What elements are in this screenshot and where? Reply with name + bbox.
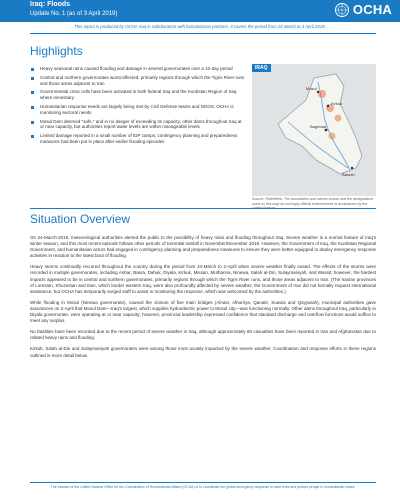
highlight-item: Humanitarian response needs are largely being met by Civil Defense teams and NGOS; OCHA is monitoring sectoral needs bbox=[30, 104, 245, 116]
place-label: Kirkuk bbox=[331, 101, 343, 106]
un-emblem-icon bbox=[334, 2, 350, 18]
city-marker bbox=[317, 91, 319, 93]
place-label: Baghdad bbox=[310, 124, 327, 129]
highlights-list bbox=[30, 66, 245, 148]
ocha-logo bbox=[334, 2, 392, 18]
highlights-title: Highlights bbox=[30, 44, 83, 58]
report-update: Update No. 1 (as of 3 April 2019) bbox=[30, 11, 118, 17]
city-marker bbox=[325, 129, 328, 132]
highlight-item: Mosul Dam deemed "safe," and in no danger of exceeding its capacity; other dams throughout Iraq at or near capacity, but authorities report water levels are within manageable levels bbox=[30, 119, 245, 131]
highlight-item: Limited damage reported in a small number of IDP camps; contingency planning and preparedness measures had been put in place after earlier flooding episodes bbox=[30, 133, 245, 145]
report-header bbox=[0, 0, 400, 22]
situation-paragraph: On 24-March-2019, meteorological authorities alerted the public to the possibility of heavy rains and flooding throughout Iraq. Severe weather is a normal feature of Iraq's winter season, and this most recent episode follows other periods of torrential rainfall in November/December 2018. However, the Government of Iraq, the Kurdistan Regional Government, and humanitarian actors had engaged in contingency planning and preparedness measures to ensure they were better equipped to deploy emergency response activities in reaction to the latest bout of flooding. bbox=[30, 235, 376, 259]
city-marker bbox=[327, 105, 329, 107]
map-disclaimer: Source: ReliefWeb. The boundaries and names shown and the designations used on this map do not imply official endorsement or acceptance by the bbox=[252, 197, 374, 206]
place-label: Basrah bbox=[342, 172, 355, 177]
ocha-logo-text: OCHA bbox=[352, 2, 392, 17]
report-intro: This report is produced by OCHA Iraq in collaboration with humanitarian partners. It covers the period from 24 March to 3 April 2019. bbox=[74, 24, 326, 29]
situation-paragraph: No fatalities have been recorded due to the recent period of severe weather in Iraq, although approximately 80 casualties have been reported in Iran and Afghanistan due to related heavy rains and flooding. bbox=[30, 329, 376, 341]
report-footer: The mission of the United Nations Office for the Coordination of Humanitarian Affairs (OCHA) is to coordinate the global emergency response to save lives and protect people in humanitarian crises. bbox=[50, 485, 356, 489]
iraq-map bbox=[252, 64, 376, 196]
city-marker bbox=[351, 167, 353, 169]
highlight-item: Heavy seasonal rains caused flooding and damage in several governorates over a 10-day period bbox=[30, 66, 245, 72]
situation-paragraph: Heavy storms continually recurred throughout the country during the period from 24-March to 2-April when severe weather finally eased. The effects of the storms were recorded in multiple governorates, including Anbar, Basra, Dahuk, Diyala, Kirkuk, Missan, Muthanna, Ninewa, Salah al-Din, Sulaymaniyah, and Wassit; however, the hardest impacts appeared to be in central and northern governorates, primarily regions through which the Tigris River runs, and those areas adjacent to Iran. (The Iranian provinces of Lorestan, Khuzestan and Ilam, which border western Iraq, were also profoundly affected by severe weather; the Government of Iran did not formally request international assistance, but OCHA has temporarily surged staff to assist in monitoring the response, which was welcomed by the authorities.) bbox=[30, 264, 376, 294]
highlight-item: Governmental crisis cells have been activated in both federal Iraq and the Kurdistan Region of Iraq where necessary bbox=[30, 89, 245, 101]
situation-body bbox=[30, 235, 376, 364]
highlight-item: Central and northern governorates worst-affected; primarily regions through which the Tigris River runs and those areas adjacent to Iran bbox=[30, 75, 245, 87]
footer-divider bbox=[30, 482, 376, 483]
map-caption: IRAQ bbox=[252, 64, 271, 72]
report-title: Iraq: Floods bbox=[30, 1, 71, 8]
situation-paragraph: Kirkuk, Salah al-Din and Sulaymaniyah governorates were among those most acutely impacted by the severe weather. Coordination and response efforts in these regions outlined in more detail below. bbox=[30, 346, 376, 358]
place-label: Mosul bbox=[306, 86, 317, 91]
divider bbox=[30, 33, 376, 34]
situation-title: Situation Overview bbox=[30, 212, 131, 226]
map-graphic bbox=[252, 64, 376, 196]
situation-paragraph: While flooding in Mosul (Ninewa governorate), caused the closure of five main bridges (Alnasr, Alhurriya, Qanatir, Suwais and Qayyarah), municipal authorities gave assurances on 2-April that Mosul Dam—Iraq's largest, which supplies hydroelectric power to Mosul city—was functioning normally. Other dams throughout Iraq, particularly in Diyala governorate, were operating at or near capacity; however, provincial leadership expressed confidence that standard discharge and overflow functions would suffice to meet any surplus. bbox=[30, 299, 376, 324]
divider bbox=[30, 208, 376, 209]
